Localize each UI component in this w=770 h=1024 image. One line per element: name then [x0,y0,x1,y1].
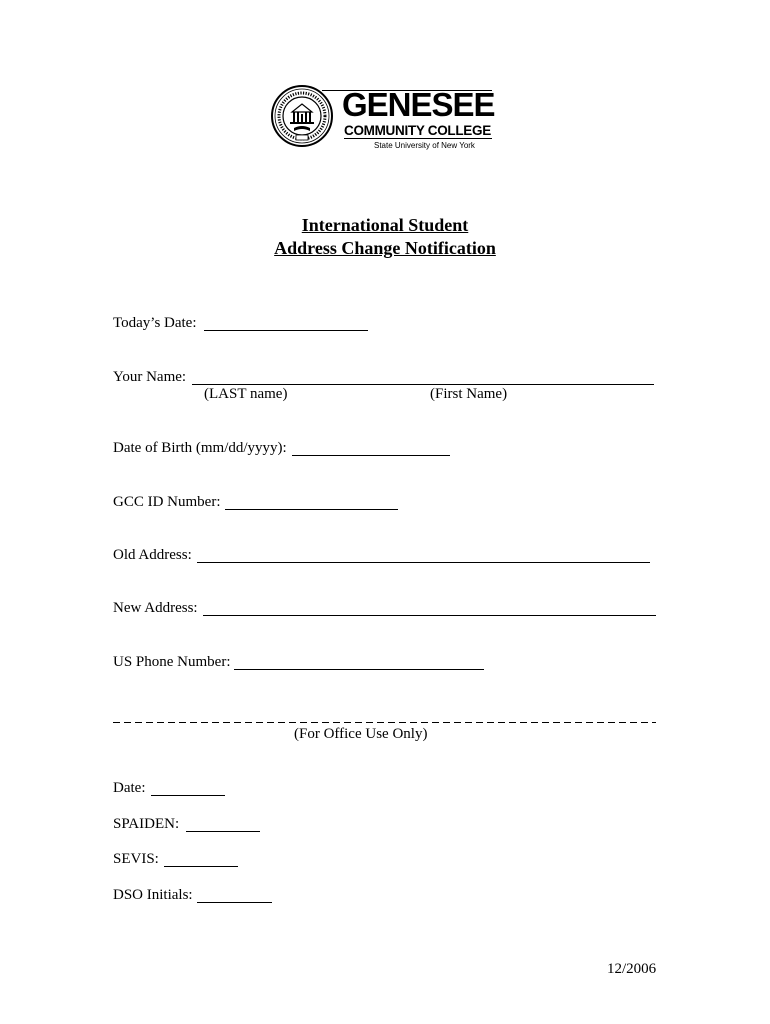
office-divider [113,711,656,723]
new-address-label: New Address: [113,600,198,616]
college-seal-icon [270,84,334,148]
dso-initials-field [113,886,193,904]
dob-input[interactable] [292,455,450,456]
gcc-id-input[interactable] [225,509,398,510]
logo-tagline: State University of New York [374,141,475,150]
your-name-label: Your Name: [113,369,187,385]
todays-date-field [113,314,197,332]
office-use-heading: (For Office Use Only) [294,726,428,742]
gcc-id-field [113,493,221,511]
dob-field [113,439,287,457]
us-phone-field [113,653,231,671]
spaiden-input[interactable] [186,831,260,832]
college-logo [270,80,500,160]
spaiden-field [113,815,179,833]
gcc-id-label: GCC ID Number: [113,494,221,510]
last-name-hint: (LAST name) [204,386,288,402]
old-address-label: Old Address: [113,547,192,563]
new-address-field [113,599,198,617]
sevis-label: SEVIS: [113,851,159,867]
spaiden-label: SPAIDEN: [113,816,180,832]
dso-initials-input[interactable] [197,902,272,903]
us-phone-input[interactable] [234,669,484,670]
todays-date-input[interactable] [204,330,368,331]
form-version: 12/2006 [607,961,657,977]
form-title-line2: Address Change Notification [274,238,496,258]
sevis-field [113,850,159,868]
first-name-hint: (First Name) [430,386,508,402]
new-address-input[interactable] [203,615,656,616]
dob-label: Date of Birth (mm/dd/yyyy): [113,440,287,456]
logo-name: GENESEE [342,86,495,123]
todays-date-label: Today’s Date: [113,315,197,331]
old-address-input[interactable] [197,562,650,563]
logo-subtitle: COMMUNITY COLLEGE [344,123,491,138]
form-title-line1: International Student [301,215,469,235]
office-date-field [113,779,145,797]
old-address-field [113,546,192,564]
us-phone-label: US Phone Number: [113,654,231,670]
office-date-input[interactable] [151,795,225,796]
your-name-field [113,368,186,386]
sevis-input[interactable] [164,866,238,867]
office-date-label: Date: [113,780,146,796]
dso-initials-label: DSO Initials: [113,887,193,903]
